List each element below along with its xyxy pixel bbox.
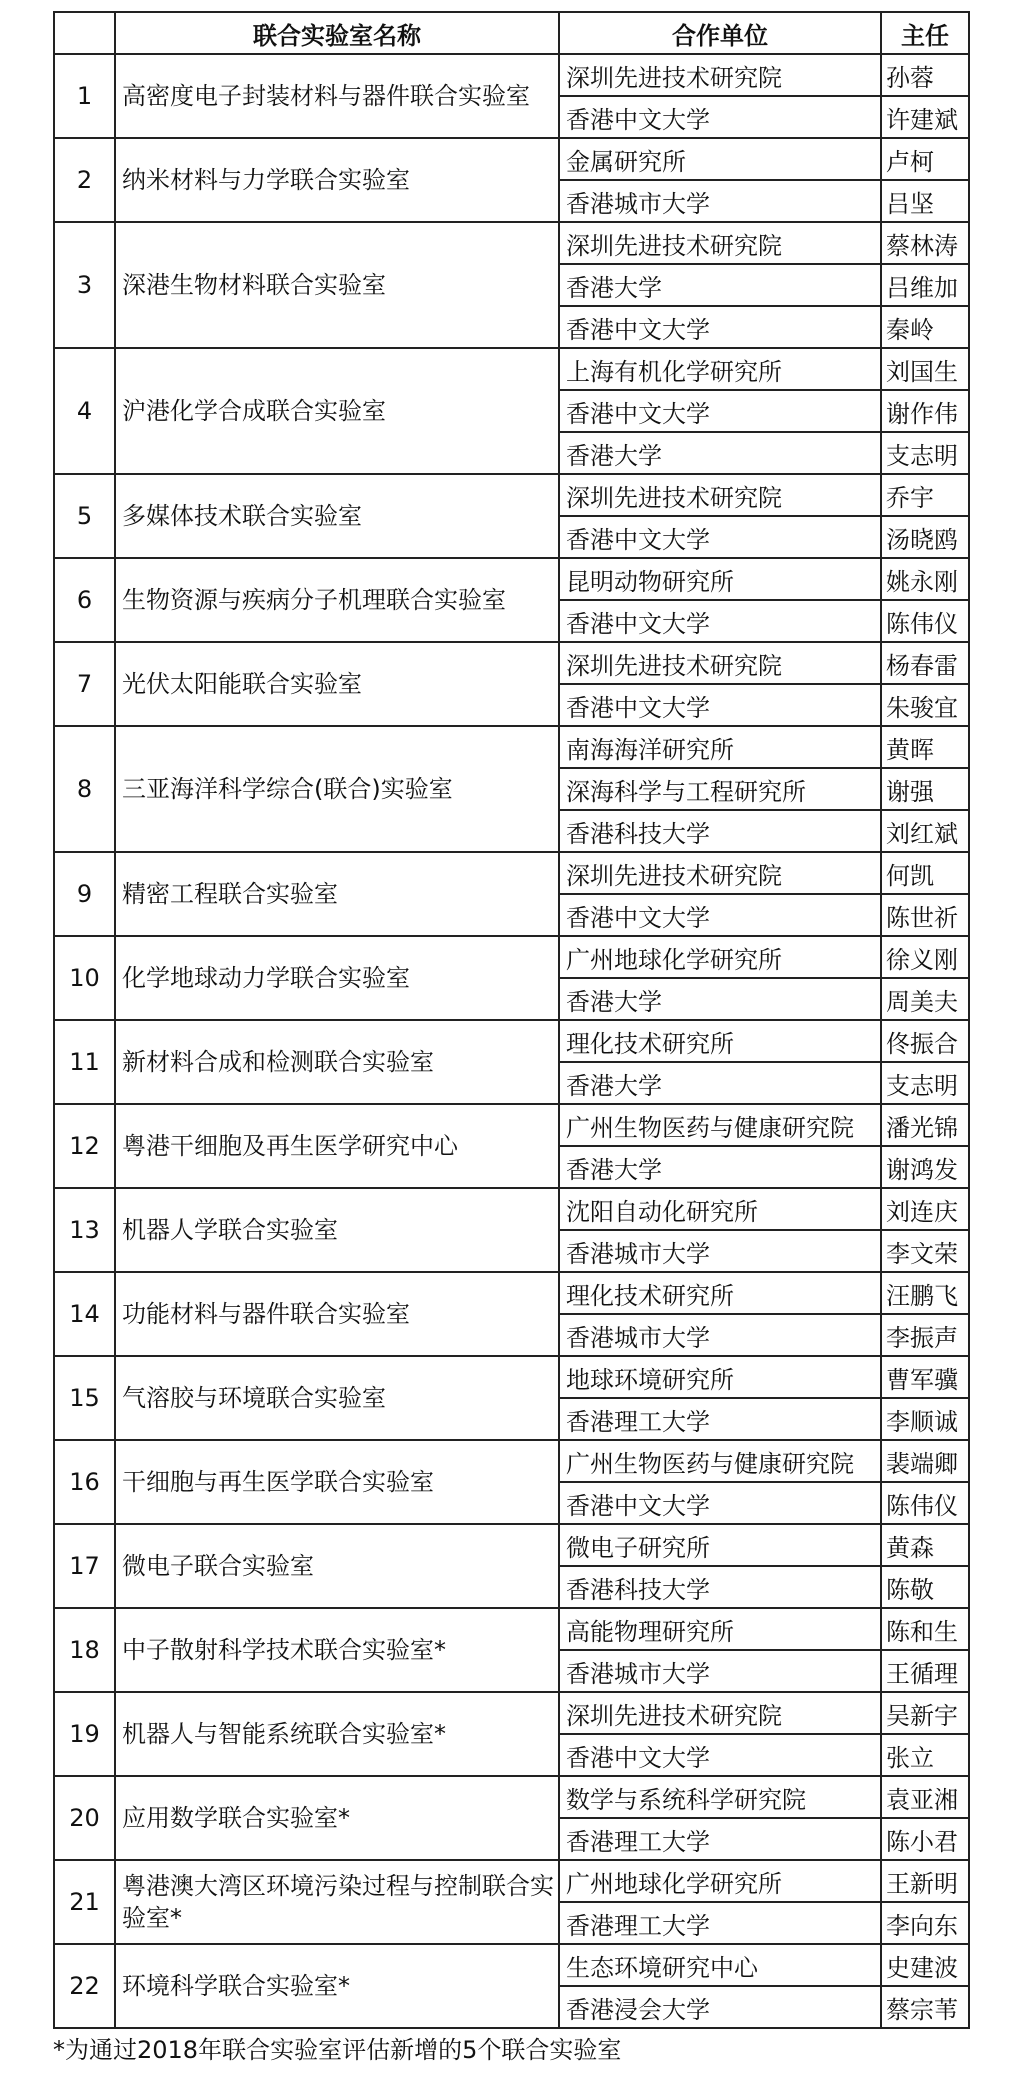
lab-name: 深港生物材料联合实验室 [115,222,559,348]
director-name: 潘光锦 [881,1104,969,1146]
table-row [54,1356,969,1398]
lab-name: 光伏太阳能联合实验室 [115,642,559,726]
lab-number: 6 [54,558,115,642]
director-name: 汤晓鸥 [881,516,969,558]
lab-name: 机器人与智能系统联合实验室* [115,1692,559,1776]
lab-number: 10 [54,936,115,1020]
lab-name: 气溶胶与环境联合实验室 [115,1356,559,1440]
director-name: 秦岭 [881,306,969,348]
partner-org: 深圳先进技术研究院 [559,642,881,684]
lab-number: 22 [54,1944,115,2028]
lab-number: 7 [54,642,115,726]
partner-org: 香港科技大学 [559,810,881,852]
partner-org: 深圳先进技术研究院 [559,1692,881,1734]
director-name: 吴新宇 [881,1692,969,1734]
table-row [54,1104,969,1146]
director-name: 陈敬 [881,1566,969,1608]
footnote: *为通过2018年联合实验室评估新增的5个联合实验室 [53,2036,622,2064]
table-body [54,54,969,2028]
lab-name: 干细胞与再生医学联合实验室 [115,1440,559,1524]
director-name: 周美夫 [881,978,969,1020]
lab-number: 3 [54,222,115,348]
director-name: 蔡林涛 [881,222,969,264]
partner-org: 数学与系统科学研究院 [559,1776,881,1818]
director-name: 陈和生 [881,1608,969,1650]
lab-number: 18 [54,1608,115,1692]
lab-number: 14 [54,1272,115,1356]
partner-org: 香港大学 [559,264,881,306]
partner-org: 微电子研究所 [559,1524,881,1566]
partner-org: 深圳先进技术研究院 [559,54,881,96]
table-row [54,558,969,600]
partner-org: 香港大学 [559,1062,881,1104]
partner-org: 香港中文大学 [559,390,881,432]
director-name: 孙蓉 [881,54,969,96]
director-name: 支志明 [881,432,969,474]
header-row [54,12,969,54]
partner-org: 香港浸会大学 [559,1986,881,2028]
director-name: 许建斌 [881,96,969,138]
lab-name: 粤港澳大湾区环境污染过程与控制联合实验室* [115,1860,559,1944]
lab-number: 19 [54,1692,115,1776]
director-name: 史建波 [881,1944,969,1986]
partner-org: 地球环境研究所 [559,1356,881,1398]
table-row [54,1188,969,1230]
director-name: 裴端卿 [881,1440,969,1482]
partner-org: 香港城市大学 [559,180,881,222]
partner-org: 广州生物医药与健康研究院 [559,1104,881,1146]
table-row [54,936,969,978]
lab-name: 纳米材料与力学联合实验室 [115,138,559,222]
lab-number: 16 [54,1440,115,1524]
partner-org: 深圳先进技术研究院 [559,222,881,264]
director-name: 谢鸿发 [881,1146,969,1188]
lab-name: 微电子联合实验室 [115,1524,559,1608]
director-name: 王循理 [881,1650,969,1692]
partner-org: 广州地球化学研究所 [559,936,881,978]
director-name: 曹军骥 [881,1356,969,1398]
lab-number: 5 [54,474,115,558]
lab-name: 高密度电子封装材料与器件联合实验室 [115,54,559,138]
partner-org: 香港中文大学 [559,684,881,726]
lab-number: 13 [54,1188,115,1272]
lab-name: 机器人学联合实验室 [115,1188,559,1272]
table-row [54,1776,969,1818]
director-name: 徐义刚 [881,936,969,978]
table-row [54,1692,969,1734]
partner-org: 香港大学 [559,1146,881,1188]
director-name: 陈世祈 [881,894,969,936]
table-row [54,1272,969,1314]
table-row [54,54,969,96]
director-name: 黄晖 [881,726,969,768]
partner-org: 香港中文大学 [559,1734,881,1776]
director-name: 乔宇 [881,474,969,516]
table-row [54,474,969,516]
table-row [54,852,969,894]
partner-org: 深圳先进技术研究院 [559,474,881,516]
lab-name: 三亚海洋科学综合(联合)实验室 [115,726,559,852]
director-name: 李向东 [881,1902,969,1944]
table-row [54,726,969,768]
lab-name: 沪港化学合成联合实验室 [115,348,559,474]
partner-org: 香港理工大学 [559,1818,881,1860]
lab-number: 17 [54,1524,115,1608]
joint-labs-table [53,11,970,2029]
partner-org: 香港城市大学 [559,1230,881,1272]
header-number [54,12,115,54]
partner-org: 上海有机化学研究所 [559,348,881,390]
partner-org: 昆明动物研究所 [559,558,881,600]
lab-number: 11 [54,1020,115,1104]
partner-org: 金属研究所 [559,138,881,180]
director-name: 袁亚湘 [881,1776,969,1818]
partner-org: 理化技术研究所 [559,1272,881,1314]
director-name: 朱骏宜 [881,684,969,726]
director-name: 何凯 [881,852,969,894]
director-name: 支志明 [881,1062,969,1104]
director-name: 卢柯 [881,138,969,180]
partner-org: 沈阳自动化研究所 [559,1188,881,1230]
partner-org: 广州地球化学研究所 [559,1860,881,1902]
lab-name: 环境科学联合实验室* [115,1944,559,2028]
director-name: 黄森 [881,1524,969,1566]
lab-name: 应用数学联合实验室* [115,1776,559,1860]
director-name: 李顺诚 [881,1398,969,1440]
table-row [54,138,969,180]
director-name: 张立 [881,1734,969,1776]
partner-org: 香港城市大学 [559,1314,881,1356]
partner-org: 香港科技大学 [559,1566,881,1608]
lab-number: 4 [54,348,115,474]
partner-org: 香港中文大学 [559,1482,881,1524]
partner-org: 香港中文大学 [559,516,881,558]
partner-org: 深海科学与工程研究所 [559,768,881,810]
director-name: 汪鹏飞 [881,1272,969,1314]
partner-org: 香港理工大学 [559,1902,881,1944]
director-name: 吕坚 [881,180,969,222]
lab-name: 精密工程联合实验室 [115,852,559,936]
lab-name: 粤港干细胞及再生医学研究中心 [115,1104,559,1188]
lab-number: 1 [54,54,115,138]
director-name: 姚永刚 [881,558,969,600]
lab-number: 2 [54,138,115,222]
director-name: 刘红斌 [881,810,969,852]
table-row [54,1860,969,1902]
partner-org: 香港城市大学 [559,1650,881,1692]
lab-number: 8 [54,726,115,852]
table-row [54,1524,969,1566]
table-wrapper [53,11,970,2029]
partner-org: 理化技术研究所 [559,1020,881,1062]
lab-name: 化学地球动力学联合实验室 [115,936,559,1020]
partner-org: 香港大学 [559,978,881,1020]
table-row [54,1944,969,1986]
lab-name: 多媒体技术联合实验室 [115,474,559,558]
table-row [54,642,969,684]
lab-name: 功能材料与器件联合实验室 [115,1272,559,1356]
director-name: 杨春雷 [881,642,969,684]
director-name: 陈小君 [881,1818,969,1860]
header-lab-name: 联合实验室名称 [115,12,559,54]
header-director: 主任 [881,12,969,54]
director-name: 李文荣 [881,1230,969,1272]
director-name: 刘连庆 [881,1188,969,1230]
partner-org: 生态环境研究中心 [559,1944,881,1986]
director-name: 陈伟仪 [881,1482,969,1524]
partner-org: 广州生物医药与健康研究院 [559,1440,881,1482]
partner-org: 深圳先进技术研究院 [559,852,881,894]
partner-org: 南海海洋研究所 [559,726,881,768]
lab-number: 9 [54,852,115,936]
director-name: 陈伟仪 [881,600,969,642]
partner-org: 香港中文大学 [559,96,881,138]
director-name: 吕维加 [881,264,969,306]
director-name: 王新明 [881,1860,969,1902]
lab-name: 中子散射科学技术联合实验室* [115,1608,559,1692]
partner-org: 香港大学 [559,432,881,474]
director-name: 蔡宗苇 [881,1986,969,2028]
lab-number: 12 [54,1104,115,1188]
table-row [54,1440,969,1482]
director-name: 李振声 [881,1314,969,1356]
lab-name: 新材料合成和检测联合实验室 [115,1020,559,1104]
partner-org: 香港理工大学 [559,1398,881,1440]
table-row [54,1020,969,1062]
table-row [54,1608,969,1650]
lab-number: 20 [54,1776,115,1860]
header-partner-org: 合作单位 [559,12,881,54]
lab-number: 15 [54,1356,115,1440]
partner-org: 香港中文大学 [559,600,881,642]
partner-org: 香港中文大学 [559,306,881,348]
lab-number: 21 [54,1860,115,1944]
director-name: 刘国生 [881,348,969,390]
director-name: 谢强 [881,768,969,810]
table-row [54,222,969,264]
table-row [54,348,969,390]
director-name: 谢作伟 [881,390,969,432]
partner-org: 香港中文大学 [559,894,881,936]
partner-org: 高能物理研究所 [559,1608,881,1650]
director-name: 佟振合 [881,1020,969,1062]
lab-name: 生物资源与疾病分子机理联合实验室 [115,558,559,642]
